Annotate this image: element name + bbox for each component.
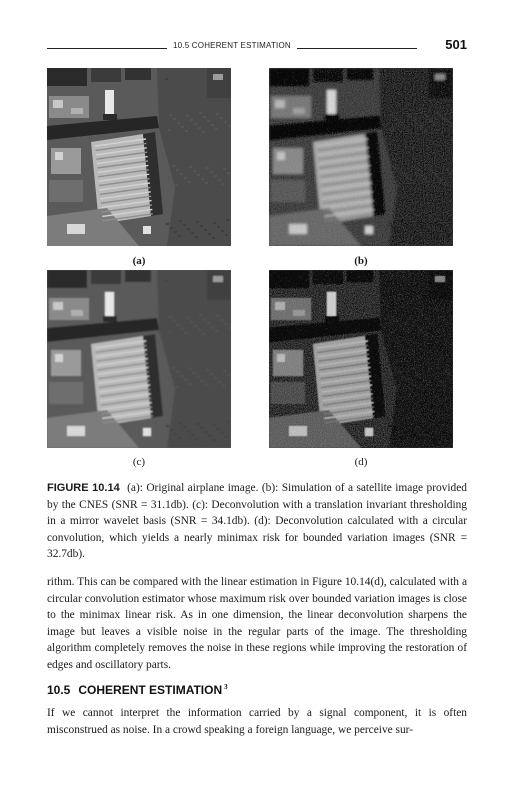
page-number: 501 <box>445 37 467 52</box>
section-heading <box>47 683 228 697</box>
body-paragraph-1: rithm. This can be compared with the linear estimation in Figure 10.14(d), calculated with a circular convolution estimator whose maximum risk over bounded variation images is close to the minimax linear risk. As in one dimension, the linear deconvolution sharpens the image but leaves a visible noise in the regular parts of the image. The thresholding algorithm completely removes the noise in these regions while improving the restoration of edges and oscillatory parts. <box>47 576 467 671</box>
aerial-scene-d <box>269 270 453 448</box>
aerial-scene-b <box>269 68 453 246</box>
section-number: 10.5 <box>47 683 71 697</box>
header-section-title: 10.5 COHERENT ESTIMATION <box>167 41 297 50</box>
figure-panel-a-image <box>47 68 231 246</box>
aerial-scene-a <box>47 68 231 246</box>
panel-label-d: (d) <box>354 456 368 468</box>
figure-panel-c-image <box>47 270 231 448</box>
running-header <box>47 37 467 58</box>
section-footnote-mark: 3 <box>224 683 228 691</box>
body-paragraph-2: If we cannot interpret the information carried by a signal component, it is often misconstrued as noise. In a crowd speaking a foreign language, we perceive sur- <box>47 707 467 736</box>
panel-label-b: (b) <box>354 255 368 267</box>
figure-caption-label: FIGURE 10.14 <box>47 482 120 494</box>
aerial-scene-c <box>47 270 231 448</box>
figure-caption <box>47 480 467 563</box>
figure-caption-text: (a): Original airplane image. (b): Simulation of a satellite image provided by the CNES (SNR = 31.1db). (c): Deconvolution with a translation invariant thresholding in a mirror wavelet basis (SNR = 34.1db). (d): Deconvolution calculated with a circular convolution, which yields a nearly minimax risk for bounded variation images (SNR = 32.7db). <box>47 482 467 561</box>
figure-panel-b-image <box>269 68 453 246</box>
section-title: COHERENT ESTIMATION <box>78 683 223 697</box>
figure-panel-d-image <box>269 270 453 448</box>
panel-label-a: (a) <box>132 255 146 267</box>
panel-label-c: (c) <box>132 456 146 468</box>
